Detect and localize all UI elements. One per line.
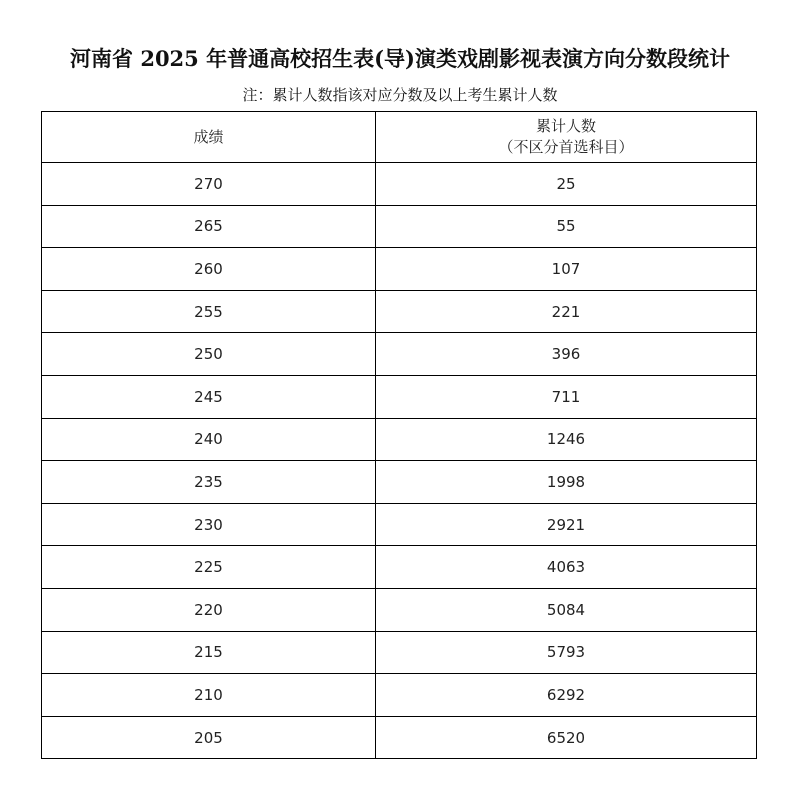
count-cell: 5084 — [376, 588, 757, 631]
page-title: 河南省 2025 年普通高校招生表(导)演类戏剧影视表演方向分数段统计 — [70, 46, 730, 71]
count-cell: 396 — [376, 333, 757, 376]
count-cell: 221 — [376, 290, 757, 333]
table-row — [42, 631, 757, 674]
score-cell: 240 — [42, 418, 376, 461]
table-row — [42, 333, 757, 376]
score-column-header — [42, 112, 376, 163]
table-header-row — [42, 112, 757, 163]
score-header-label: 成绩 — [193, 127, 224, 146]
table-row — [42, 290, 757, 333]
score-cell: 215 — [42, 631, 376, 674]
table-row — [42, 503, 757, 546]
count-cell: 5793 — [376, 631, 757, 674]
table-row — [42, 248, 757, 291]
table-row — [42, 674, 757, 717]
score-cell: 270 — [42, 163, 376, 206]
score-distribution-table — [41, 111, 757, 759]
count-column-header — [376, 112, 757, 163]
score-cell: 220 — [42, 588, 376, 631]
count-cell: 6520 — [376, 716, 757, 759]
table-row — [42, 716, 757, 759]
table-row — [42, 546, 757, 589]
count-cell: 4063 — [376, 546, 757, 589]
table-row — [42, 461, 757, 504]
score-cell: 255 — [42, 290, 376, 333]
count-cell: 2921 — [376, 503, 757, 546]
count-cell: 107 — [376, 248, 757, 291]
score-cell: 230 — [42, 503, 376, 546]
count-cell: 1998 — [376, 461, 757, 504]
count-header-sublabel: （不区分首选科目） — [498, 138, 634, 156]
score-cell: 265 — [42, 205, 376, 248]
score-cell: 245 — [42, 375, 376, 418]
count-cell: 1246 — [376, 418, 757, 461]
score-cell: 235 — [42, 461, 376, 504]
count-cell: 711 — [376, 375, 757, 418]
count-cell: 55 — [376, 205, 757, 248]
count-header-label: 累计人数 — [535, 117, 596, 135]
score-cell: 225 — [42, 546, 376, 589]
score-cell: 205 — [42, 716, 376, 759]
score-cell: 260 — [42, 248, 376, 291]
score-cell: 210 — [42, 674, 376, 717]
table-row — [42, 418, 757, 461]
table-row — [42, 205, 757, 248]
table-note: 注：累计人数指该对应分数及以上考生累计人数 — [242, 86, 558, 104]
score-cell: 250 — [42, 333, 376, 376]
count-cell: 6292 — [376, 674, 757, 717]
count-cell: 25 — [376, 163, 757, 206]
table-row — [42, 375, 757, 418]
table-row — [42, 163, 757, 206]
table-row — [42, 588, 757, 631]
